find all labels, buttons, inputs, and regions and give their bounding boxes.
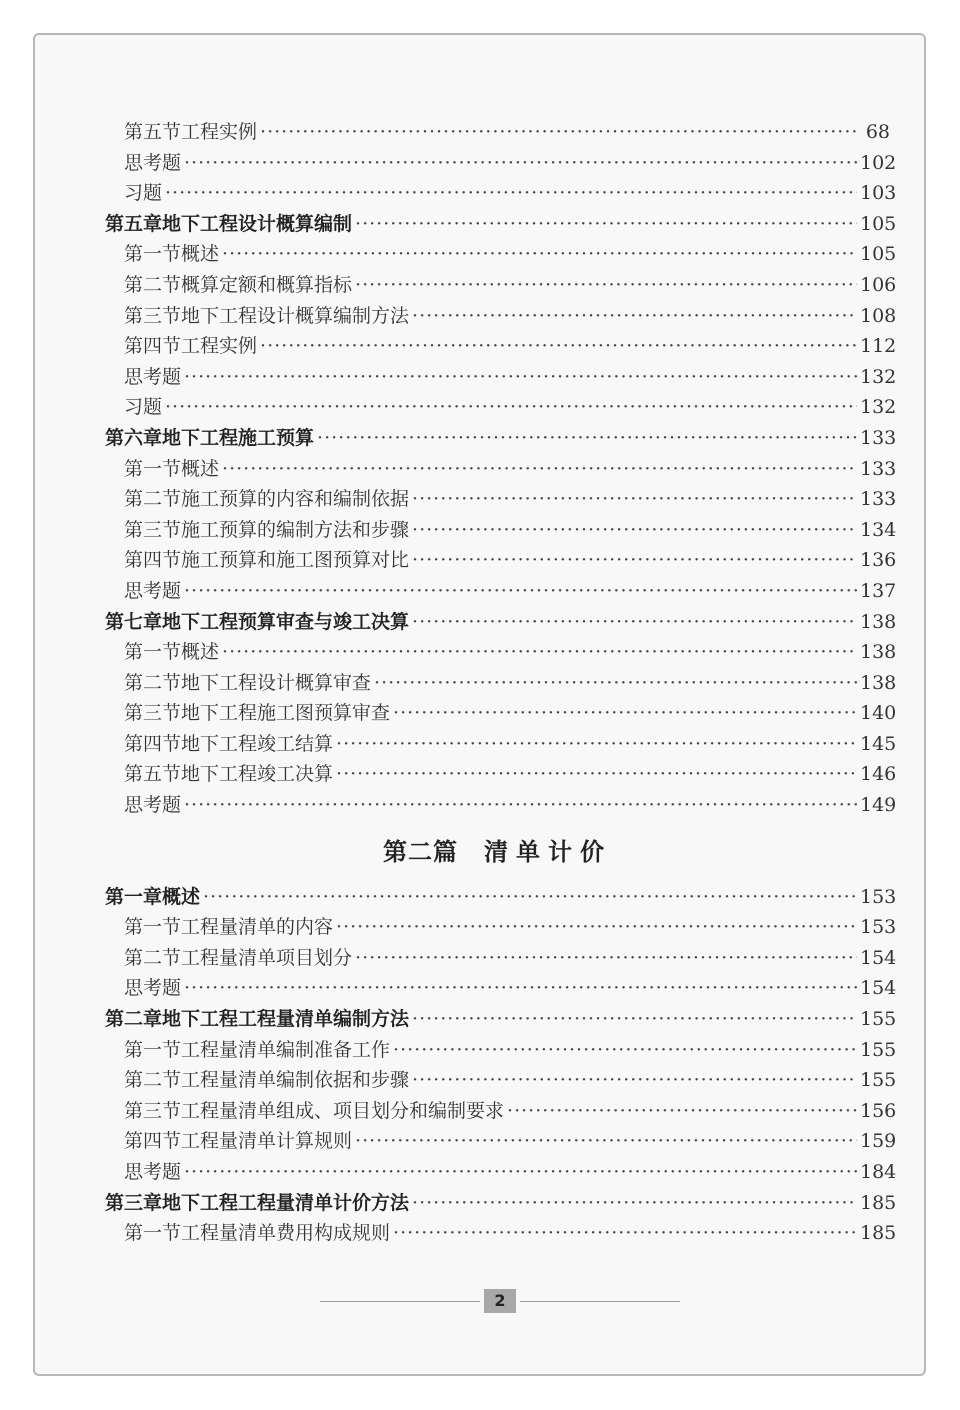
toc-entry-label: 第二节	[124, 488, 182, 511]
toc-page-number: 153	[860, 885, 897, 908]
toc-page-number: 132	[860, 365, 897, 388]
dot-leader	[412, 515, 857, 546]
toc-page-number: 138	[860, 610, 897, 633]
toc-entry-title: 思考题	[124, 579, 182, 602]
toc-entry-title: 地下工程设计概算审查	[181, 671, 372, 694]
toc-entry-title: 工程量清单项目划分	[181, 946, 353, 969]
toc-section-first	[105, 117, 897, 821]
toc-section-row	[105, 668, 897, 699]
toc-section-row	[105, 331, 897, 362]
toc-page-number: 137	[860, 579, 897, 602]
toc-exercise-row	[105, 148, 897, 179]
dot-leader	[507, 1096, 857, 1127]
toc-entry-label: 第二节	[124, 946, 182, 969]
toc-chapter-row	[105, 1004, 897, 1035]
toc-section-row	[105, 117, 890, 148]
toc-chapter-row	[105, 209, 897, 240]
toc-page-number: 134	[860, 518, 897, 541]
toc-entry-title: 思考题	[124, 151, 182, 174]
toc-page-number: 132	[860, 396, 897, 419]
toc-page-number: 138	[860, 671, 897, 694]
toc-section-row	[105, 637, 897, 668]
toc-page-number: 185	[860, 1191, 897, 1214]
toc-entry-title: 地下工程施工图预算审查	[181, 702, 391, 725]
dot-leader	[355, 1126, 857, 1157]
dot-leader	[184, 790, 857, 821]
toc-page-number: 68	[865, 121, 890, 143]
part-number: 第二篇	[383, 836, 458, 866]
toc-entry-label: 第五节	[124, 763, 182, 786]
toc-entry-label: 第三节	[124, 518, 182, 541]
toc-entry-label: 第一节	[124, 641, 182, 664]
toc-entry-label: 第四节	[124, 335, 182, 358]
toc-entry-title: 工程实例	[181, 335, 258, 358]
dot-leader	[317, 423, 857, 454]
table-of-contents	[105, 117, 897, 1249]
dot-leader	[336, 759, 857, 790]
toc-page-number: 145	[860, 732, 897, 755]
toc-page-number: 133	[860, 488, 897, 511]
toc-exercise-row	[105, 362, 897, 393]
toc-entry-title: 工程量清单编制依据和步骤	[181, 1069, 410, 1092]
toc-entry-label: 第五节	[124, 121, 182, 143]
dot-leader	[184, 362, 857, 393]
toc-entry-title: 工程量清单费用构成规则	[181, 1222, 391, 1245]
toc-entry-title: 工程量清单的内容	[181, 916, 334, 939]
toc-chapter-row	[105, 1188, 897, 1219]
dot-leader	[260, 331, 857, 362]
toc-page-number: 138	[860, 641, 897, 664]
toc-page-number: 103	[860, 182, 897, 205]
toc-entry-label: 第四节	[124, 549, 182, 572]
dot-leader	[222, 454, 857, 485]
toc-entry-label: 第一节	[124, 1038, 182, 1061]
toc-entry-label: 第一节	[124, 916, 182, 939]
toc-entry-title: 地下工程工程量清单计价方法	[162, 1191, 410, 1214]
dot-leader	[393, 698, 857, 729]
dot-leader	[412, 1188, 857, 1219]
toc-section-row	[105, 239, 897, 270]
toc-section-row	[105, 1035, 897, 1066]
toc-section-row	[105, 1218, 897, 1249]
toc-section-row	[105, 698, 897, 729]
toc-entry-title: 概述	[181, 641, 220, 664]
toc-entry-label: 第一节	[124, 243, 182, 266]
toc-page-number: 155	[860, 1008, 897, 1031]
toc-section-second	[105, 882, 897, 1249]
dot-leader	[336, 729, 857, 760]
toc-entry-title: 思考题	[124, 794, 182, 817]
toc-page-number: 149	[860, 794, 897, 817]
toc-page-number: 185	[860, 1222, 897, 1245]
toc-chapter-row	[105, 423, 897, 454]
toc-entry-label: 第二章	[105, 1008, 163, 1031]
toc-entry-label: 第三节	[124, 702, 182, 725]
part-heading	[105, 821, 890, 882]
toc-exercise-row	[105, 576, 897, 607]
toc-exercise-row	[105, 1157, 897, 1188]
toc-exercise-row	[105, 178, 897, 209]
toc-page-number: 156	[860, 1099, 897, 1122]
dot-leader	[412, 1004, 857, 1035]
dot-leader	[165, 392, 857, 423]
toc-entry-label: 第三节	[124, 1099, 182, 1122]
toc-entry-title: 地下工程预算审查与竣工决算	[162, 610, 410, 633]
dot-leader	[412, 1065, 857, 1096]
dot-leader	[355, 209, 857, 240]
toc-chapter-row	[105, 882, 897, 913]
toc-entry-label: 第七章	[105, 610, 163, 633]
toc-entry-label: 第三节	[124, 304, 182, 327]
toc-page-number: 184	[860, 1161, 897, 1183]
toc-section-row	[105, 1126, 897, 1157]
toc-entry-label: 第一章	[105, 885, 163, 908]
toc-entry-label: 第四节	[124, 1130, 182, 1153]
toc-page-number: 112	[860, 335, 897, 358]
toc-section-row	[105, 759, 897, 790]
toc-page-number: 155	[860, 1069, 897, 1092]
dot-leader	[203, 882, 857, 913]
toc-page-number: 159	[860, 1130, 897, 1153]
toc-page-number: 153	[860, 916, 897, 939]
toc-entry-title: 施工预算的内容和编制依据	[181, 488, 410, 511]
toc-page-number: 105	[860, 212, 897, 235]
toc-entry-title: 地下工程工程量清单编制方法	[162, 1008, 410, 1031]
toc-page-number: 105	[860, 243, 897, 266]
toc-page-number: 155	[860, 1038, 897, 1061]
part-title: 清单计价	[484, 836, 612, 866]
footer-rule-left	[320, 1301, 480, 1302]
toc-entry-label: 第六章	[105, 426, 163, 449]
page-footer	[320, 1286, 680, 1316]
toc-entry-title: 工程量清单组成、项目划分和编制要求	[181, 1099, 505, 1122]
dot-leader	[184, 973, 857, 1004]
toc-entry-label: 第一节	[124, 457, 182, 480]
toc-section-row	[105, 729, 897, 760]
toc-entry-label: 第五章	[105, 212, 163, 235]
toc-entry-title: 思考题	[124, 1161, 182, 1183]
toc-entry-label: 第二节	[124, 1069, 182, 1092]
dot-leader	[374, 668, 857, 699]
toc-entry-title: 工程量清单编制准备工作	[181, 1038, 391, 1061]
dot-leader	[355, 943, 857, 974]
dot-leader	[260, 117, 857, 148]
toc-entry-title: 概算定额和概算指标	[181, 273, 353, 296]
dot-leader	[336, 912, 857, 943]
toc-section-row	[105, 515, 897, 546]
toc-section-row	[105, 270, 897, 301]
toc-entry-title: 地下工程竣工决算	[181, 763, 334, 786]
toc-section-row	[105, 545, 897, 576]
footer-rule-right	[520, 1301, 680, 1302]
toc-section-row	[105, 1096, 897, 1127]
toc-entry-label: 第三章	[105, 1191, 163, 1214]
dot-leader	[412, 301, 857, 332]
dot-leader	[412, 545, 857, 576]
toc-section-row	[105, 484, 897, 515]
dot-leader	[222, 239, 857, 270]
dot-leader	[184, 1157, 857, 1188]
dot-leader	[412, 484, 857, 515]
toc-entry-title: 思考题	[124, 977, 182, 1000]
toc-entry-title: 工程实例	[181, 121, 258, 143]
toc-exercise-row	[105, 973, 897, 1004]
toc-entry-label: 第一节	[124, 1222, 182, 1245]
toc-entry-title: 概述	[162, 885, 201, 908]
toc-section-row	[105, 454, 897, 485]
toc-page-number: 154	[860, 946, 897, 969]
toc-entry-label: 第四节	[124, 732, 182, 755]
dot-leader	[165, 178, 857, 209]
toc-entry-title: 概述	[181, 457, 220, 480]
dot-leader	[393, 1035, 857, 1066]
toc-entry-title: 地下工程设计概算编制	[162, 212, 353, 235]
page-number: 2	[484, 1289, 516, 1313]
toc-entry-title: 习题	[124, 182, 163, 205]
dot-leader	[412, 607, 857, 638]
toc-page-number: 106	[860, 273, 897, 296]
toc-chapter-row	[105, 607, 897, 638]
toc-entry-label: 第二节	[124, 273, 182, 296]
toc-section-row	[105, 301, 897, 332]
toc-entry-title: 习题	[124, 396, 163, 419]
toc-page-number: 133	[860, 457, 897, 480]
toc-entry-title: 施工预算的编制方法和步骤	[181, 518, 410, 541]
toc-section-row	[105, 912, 897, 943]
toc-page-number: 102	[860, 151, 897, 174]
toc-exercise-row	[105, 392, 897, 423]
dot-leader	[393, 1218, 857, 1249]
dot-leader	[184, 148, 857, 179]
dot-leader	[355, 270, 857, 301]
toc-page-number: 136	[860, 549, 897, 572]
toc-page-number: 146	[860, 763, 897, 786]
toc-entry-label: 第二节	[124, 671, 182, 694]
toc-page-number: 140	[860, 702, 897, 725]
toc-entry-title: 地下工程竣工结算	[181, 732, 334, 755]
toc-entry-title: 思考题	[124, 365, 182, 388]
toc-section-row	[105, 1065, 897, 1096]
dot-leader	[184, 576, 857, 607]
toc-section-row	[105, 943, 897, 974]
toc-entry-title: 工程量清单计算规则	[181, 1130, 353, 1153]
toc-entry-title: 地下工程设计概算编制方法	[181, 304, 410, 327]
toc-page-number: 108	[860, 304, 897, 327]
toc-page-number: 133	[860, 426, 897, 449]
toc-entry-title: 概述	[181, 243, 220, 266]
toc-exercise-row	[105, 790, 897, 821]
toc-entry-title: 地下工程施工预算	[162, 426, 315, 449]
toc-page-number: 154	[860, 977, 897, 1000]
toc-entry-title: 施工预算和施工图预算对比	[181, 549, 410, 572]
dot-leader	[222, 637, 857, 668]
